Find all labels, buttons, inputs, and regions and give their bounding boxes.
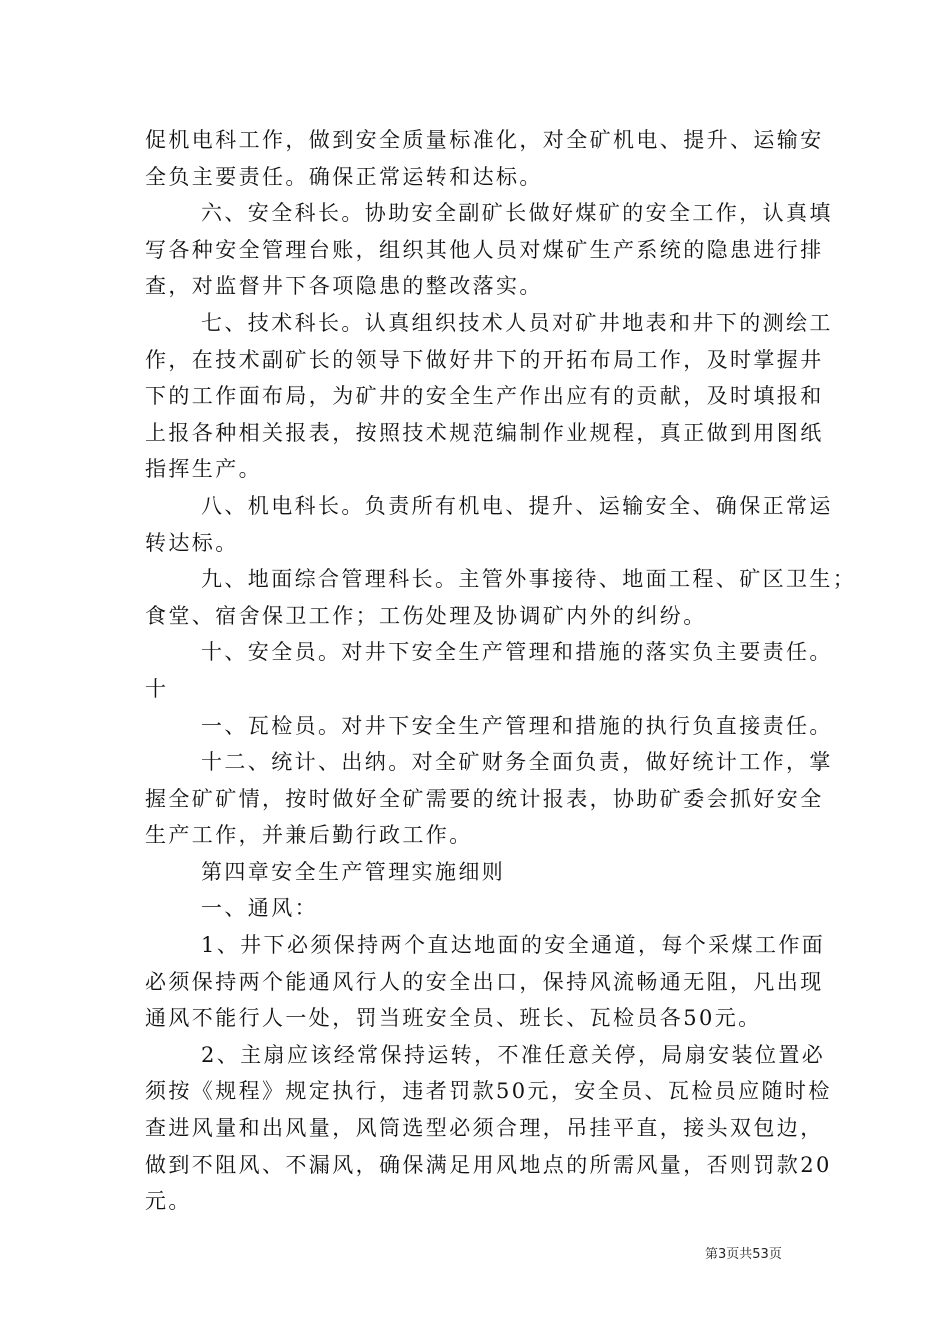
paragraph-start-line: 六、安全科长。协助安全副矿长做好煤矿的安全工作，认真填 [201,201,833,226]
paragraph-start-line: 九、地面综合管理科长。主管外事接待、地面工程、矿区卫生； [201,567,857,592]
text-line: 全负主要责任。确保正常运转和达标。 [145,164,543,189]
page-number-footer: 第3页共53页 [705,1247,782,1262]
paragraph-start-line: 十二、统计、出纳。对全矿财务全面负责，做好统计工作，掌 [201,750,833,775]
document-body [145,122,857,1220]
paragraph-start-line: 十、安全员。对井下安全生产管理和措施的落实负主要责任。 [201,640,833,665]
paragraph-start-line: 一、瓦检员。对井下安全生产管理和措施的执行负直接责任。 [201,713,833,738]
text-line: 十 [145,676,169,701]
chapter-heading: 第四章安全生产管理实施细则 [201,859,506,884]
text-line: 元。 [145,1189,192,1214]
text-line: 写各种安全管理台账，组织其他人员对煤矿生产系统的隐患进行排 [145,237,824,262]
paragraph-start-line: 七、技术科长。认真组织技术人员对矿井地表和井下的测绘工 [201,310,833,335]
text-line: 下的工作面布局，为矿井的安全生产作出应有的贡献，及时填报和 [145,384,824,409]
text-line: 作，在技术副矿长的领导下做好井下的开拓布局工作，及时掌握井 [145,347,824,372]
text-line: 通风不能行人一处，罚当班安全员、班长、瓦检员各50元。 [145,1006,762,1031]
paragraph-start-line: 1、井下必须保持两个直达地面的安全通道，每个采煤工作面 [201,933,826,958]
text-line: 指挥生产。 [145,457,262,482]
text-line: 查，对监督井下各项隐患的整改落实。 [145,274,543,299]
text-line: 食堂、宿舍保卫工作；工伤处理及协调矿内外的纠纷。 [145,603,707,628]
paragraph-start-line: 八、机电科长。负责所有机电、提升、运输安全、确保正常运 [201,493,833,518]
text-line: 握全矿矿情，按时做好全矿需要的统计报表，协助矿委会抓好安全 [145,786,824,811]
text-line: 促机电科工作，做到安全质量标准化，对全矿机电、提升、运输安 [145,128,824,152]
text-line: 生产工作，并兼后勤行政工作。 [145,823,473,848]
paragraph-start-line: 2、主扇应该经常保持运转，不准任意关停，局扇安装位置必 [201,1042,826,1067]
text-line: 必须保持两个能通风行人的安全出口，保持风流畅通无阻，凡出现 [145,969,824,994]
text-line: 转达标。 [145,530,239,555]
text-line: 须按《规程》规定执行，违者罚款50元，安全员、瓦检员应随时检 [145,1079,832,1104]
text-line: 上报各种相关报表，按照技术规范编制作业规程，真正做到用图纸 [145,420,824,445]
text-line: 做到不阻风、不漏风，确保满足用风地点的所需风量，否则罚款20 [145,1152,832,1177]
section-heading: 一、通风： [201,896,318,921]
text-line: 查进风量和出风量，风筒选型必须合理，吊挂平直，接头双包边， [145,1116,824,1141]
